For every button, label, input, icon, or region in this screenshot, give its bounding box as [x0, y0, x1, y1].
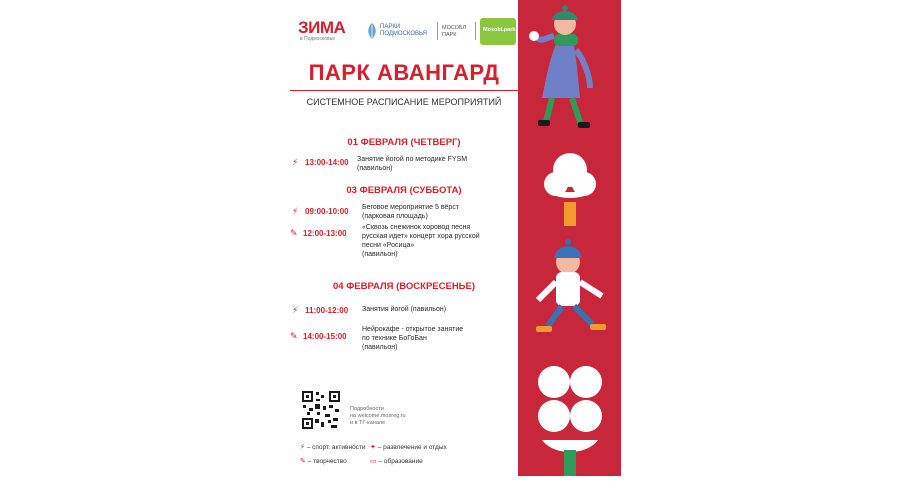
entertainment-icon: ✦	[370, 444, 376, 451]
event-time: 09:00-10:00	[305, 207, 349, 216]
day-heading: 03 ФЕВРАЛЯ (СУББОТА)	[346, 185, 462, 196]
legend-item: ✎ – творчество	[300, 458, 347, 465]
day-heading: 04 ФЕВРАЛЯ (ВОСКРЕСЕНЬЕ)	[332, 281, 476, 292]
mosobl-park-logo: МОСОБЛ ПАРК	[442, 25, 467, 38]
sport-icon: ⚡	[292, 206, 299, 216]
event-description: Занятие йогой по методике FYSM (павильон)	[357, 156, 468, 172]
qr-caption: Подробности на welcome.mosreg.ru и в ТГ-канале	[350, 406, 406, 426]
skater-figure	[536, 239, 606, 332]
decorative-panel	[518, 0, 621, 476]
snowball-thrower-figure	[529, 5, 590, 128]
event-time: 12:00-13:00	[303, 229, 347, 238]
legend-item: ✦ – развлечение и отдых	[370, 444, 447, 451]
sport-icon: ⚡	[292, 157, 299, 167]
sport-icon: ⚡	[300, 444, 305, 451]
day-heading: 01 ФЕВРАЛЯ (ЧЕТВЕРГ)	[347, 137, 461, 148]
legend-item: ⚡ – спорт. активности	[300, 444, 366, 451]
creativity-icon: ✎	[290, 228, 298, 238]
page-title: ПАРК АВАНГАРД	[308, 60, 500, 85]
winter-illustration	[518, 0, 621, 476]
snowy-tree-icon	[544, 153, 596, 226]
zima-logo-sub: в Подмосковье	[300, 36, 336, 42]
parki-leaf-icon	[366, 22, 378, 40]
event-time: 13:00-14:00	[305, 158, 349, 167]
event-description: «Сквозь снежинок хоровод песня русская идет» концерт хора русской песни «Росица» (павильон)	[362, 224, 480, 258]
page-subtitle: СИСТЕМНОЕ РАСПИСАНИЕ МЕРОПРИЯТИЙ	[306, 97, 502, 107]
creativity-icon: ✎	[300, 458, 306, 465]
event-time: 14:00-15:00	[303, 332, 347, 341]
sport-icon: ⚡	[292, 305, 299, 315]
logo-divider	[475, 22, 476, 40]
green-park-logo: Mosobl.park	[480, 18, 516, 45]
legend-item: ▭ – образование	[370, 458, 423, 465]
snowball-tree-icon	[538, 366, 602, 476]
header-logos	[298, 18, 518, 48]
parki-logo: ПАРКИ ПОДМОСКОВЬЯ	[380, 24, 428, 37]
event-time: 11:00-12:00	[305, 306, 349, 315]
title-rule	[290, 90, 518, 91]
logo-divider	[437, 22, 438, 40]
zima-logo: ЗИМА	[298, 18, 346, 37]
event-description: Нейрокафе - открытое занятие по технике БоГоБан (павильон)	[362, 326, 464, 351]
event-description: Занятия йогой (павильон)	[362, 306, 447, 313]
event-description: Беговое мероприятие 5 вёрст (парковая площадь)	[362, 204, 460, 220]
creativity-icon: ✎	[290, 331, 298, 341]
education-icon: ▭	[370, 458, 377, 465]
qr-code[interactable]	[301, 390, 341, 430]
